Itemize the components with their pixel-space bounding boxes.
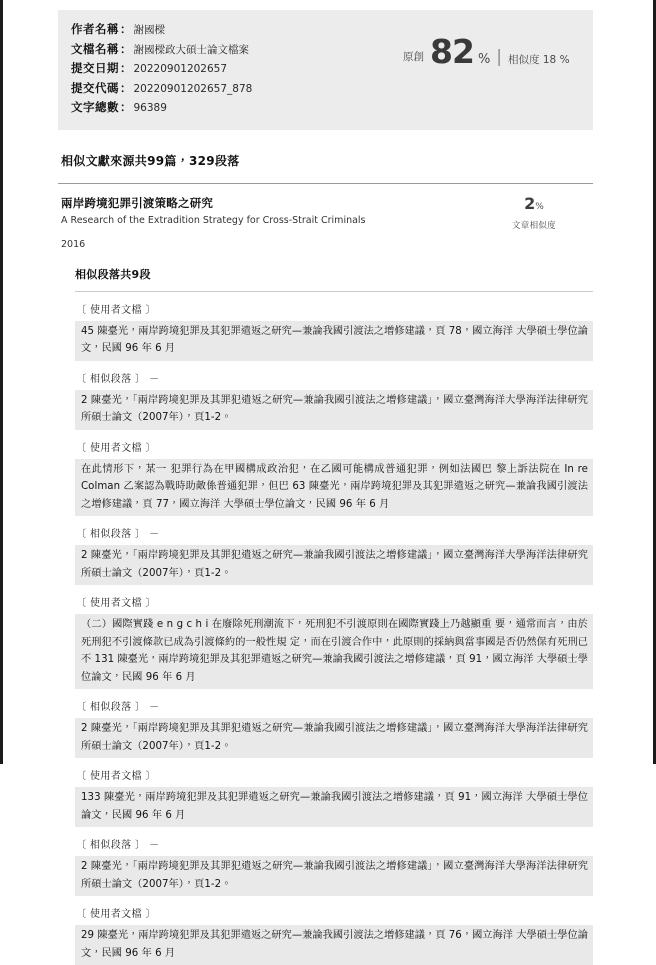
- highlighted-text: 29 陳臺光，兩岸跨境犯罪及其犯罪遣返之研究—兼論我國引渡法之增修建議，頁 76，國立海洋 大學碩士學位論文，民國 96 年 6 月: [75, 925, 593, 965]
- user-document-label: 〔 使用者文檔 〕: [75, 907, 593, 922]
- source-similarity-value-row: [493, 194, 575, 213]
- user-document-label: 〔 使用者文檔 〕: [75, 303, 593, 318]
- similar-paragraph-dash: －: [149, 374, 159, 385]
- meta-value-submit-code: 20220901202657_878: [134, 80, 253, 99]
- meta-colon: ：: [119, 79, 134, 98]
- highlighted-text: （二）國際實踐 e n g c h i 在廢除死刑潮流下，死刑犯不引渡原則在國際實踐上乃越顯重 要，通常而言，由於死刑犯不引渡條款已成為引渡條約的一般性規 定，而在引渡合作中，此原則的採納與當事國是否仍然保有死刑已不 131 陳臺光，兩岸跨境犯罪及其犯罪遣返之研究—兼論我國引渡法之增修建議，頁 91，國立海洋 大學碩士學位論文，民國 96 年 6 月: [75, 614, 593, 689]
- meta-colon: ：: [119, 20, 134, 39]
- meta-value-filename: 謝國樑政大碩士論文檔案: [134, 41, 250, 60]
- highlighted-text-container: [75, 856, 593, 896]
- meta-list: [58, 20, 358, 118]
- meta-colon: ：: [119, 98, 134, 117]
- highlighted-text-container: [75, 925, 593, 965]
- meta-label-author: 作者名稱: [71, 20, 119, 39]
- meta-label-submit-date: 提交日期: [71, 59, 119, 78]
- paragraph-count: 相似段落共9段: [75, 266, 593, 282]
- meta-label-submit-code: 提交代碼: [71, 79, 119, 98]
- highlighted-text-container: [75, 459, 593, 517]
- similar-paragraph-label: 〔 相似段落 〕 －: [75, 527, 593, 542]
- similar-paragraph-label: 〔 相似段落 〕 －: [75, 838, 593, 853]
- meta-colon: ：: [119, 40, 134, 59]
- highlighted-text: 2 陳臺光，「兩岸跨境犯罪及其罪犯遣返之研究—兼論我國引渡法之增修建議」，國立臺灣海洋大學海洋法律研究所碩士論文（2007年），頁1-2。: [75, 390, 593, 430]
- similar-paragraph-block: [75, 361, 593, 430]
- originality-value: 82: [430, 35, 474, 68]
- source-entry-header: [58, 184, 593, 250]
- similar-paragraph-block: [75, 516, 593, 585]
- user-document-label: 〔 使用者文檔 〕: [75, 596, 593, 611]
- sources-heading: 相似文獻來源共99篇，329段落: [61, 152, 593, 169]
- score-divider: |: [496, 47, 502, 67]
- source-similarity-value: 2: [524, 194, 535, 213]
- highlighted-text-container: [75, 545, 593, 585]
- similar-paragraph-block: [75, 827, 593, 896]
- similar-paragraph-dash: －: [149, 529, 159, 540]
- highlighted-text: 在此情形下，某一 犯罪行為在甲國構成政治犯，在乙國可能構成普通犯罪，例如法國巴 黎上訴法院在 In re Colman 乙案認為戰時助敵係普通犯罪，但巴 63 陳臺光，兩岸跨境犯罪及其犯罪遣返之研究—兼論我國引渡法之增修建議，頁 77，國立海洋 大學碩士學位論文，民國 96 年 6 月: [75, 459, 593, 517]
- similarity-summary: 相似度 18 %: [508, 52, 570, 67]
- highlighted-text-container: [75, 787, 593, 827]
- meta-label-word-count: 文字總數: [71, 98, 119, 117]
- originality-label: 原創: [403, 49, 424, 64]
- source-title-zh: 兩岸跨境犯罪引渡策略之研究: [61, 195, 593, 211]
- source-similarity-sign: %: [535, 202, 544, 212]
- similar-paragraph-label: 〔 相似段落 〕 －: [75, 700, 593, 715]
- highlighted-text: 2 陳臺光，「兩岸跨境犯罪及其罪犯遣返之研究—兼論我國引渡法之增修建議」，國立臺灣海洋大學海洋法律研究所碩士論文（2007年），頁1-2。: [75, 856, 593, 896]
- source-similarity-badge: [493, 194, 575, 231]
- originality-score: [403, 35, 570, 68]
- highlighted-text-container: [75, 390, 593, 430]
- similar-paragraph-block: [75, 689, 593, 758]
- highlighted-text: 2 陳臺光，「兩岸跨境犯罪及其罪犯遣返之研究—兼論我國引渡法之增修建議」，國立臺灣海洋大學海洋法律研究所碩士論文（2007年），頁1-2。: [75, 718, 593, 758]
- meta-value-submit-date: 20220901202657: [134, 60, 228, 79]
- highlighted-text: 45 陳臺光，兩岸跨境犯罪及其犯罪遣返之研究—兼論我國引渡法之增修建議，頁 78，國立海洋 大學碩士學位論文，民國 96 年 6 月: [75, 321, 593, 361]
- user-document-block: [75, 430, 593, 517]
- user-document-block: [75, 292, 593, 361]
- document-meta-panel: [58, 10, 593, 130]
- source-title-en: A Research of the Extradition Strategy for Cross-Strait Criminals: [61, 213, 593, 228]
- user-document-block: [75, 758, 593, 827]
- meta-label-filename: 文檔名稱: [71, 40, 119, 59]
- highlighted-text: 133 陳臺光，兩岸跨境犯罪及其犯罪遣返之研究—兼論我國引渡法之增修建議，頁 91，國立海洋 大學碩士學位論文，民國 96 年 6 月: [75, 787, 593, 827]
- source-similarity-label: 文章相似度: [493, 219, 575, 231]
- highlighted-text: 2 陳臺光，「兩岸跨境犯罪及其罪犯遣返之研究—兼論我國引渡法之增修建議」，國立臺灣海洋大學海洋法律研究所碩士論文（2007年），頁1-2。: [75, 545, 593, 585]
- user-document-label: 〔 使用者文檔 〕: [75, 769, 593, 784]
- meta-value-author: 謝國樑: [134, 21, 166, 40]
- user-document-block: [75, 896, 593, 965]
- meta-row-submit-date: [71, 59, 358, 79]
- highlighted-text-container: [75, 321, 593, 361]
- source-year: 2016: [61, 239, 593, 250]
- comparison-block-list: [75, 292, 593, 965]
- highlighted-text-container: [75, 614, 593, 689]
- user-document-block: [75, 585, 593, 689]
- similar-paragraph-dash: －: [149, 702, 159, 713]
- originality-percent-sign: %: [478, 52, 490, 67]
- similar-paragraph-dash: －: [149, 840, 159, 851]
- user-document-label: 〔 使用者文檔 〕: [75, 441, 593, 456]
- highlighted-text-container: [75, 718, 593, 758]
- meta-value-word-count: 96389: [134, 99, 167, 118]
- meta-row-author: [71, 20, 358, 40]
- similar-paragraph-label: 〔 相似段落 〕 －: [75, 372, 593, 387]
- report-content: [58, 0, 593, 965]
- meta-colon: ：: [119, 59, 134, 78]
- meta-row-submit-code: [71, 79, 358, 99]
- meta-row-word-count: [71, 98, 358, 118]
- meta-row-filename: [71, 40, 358, 60]
